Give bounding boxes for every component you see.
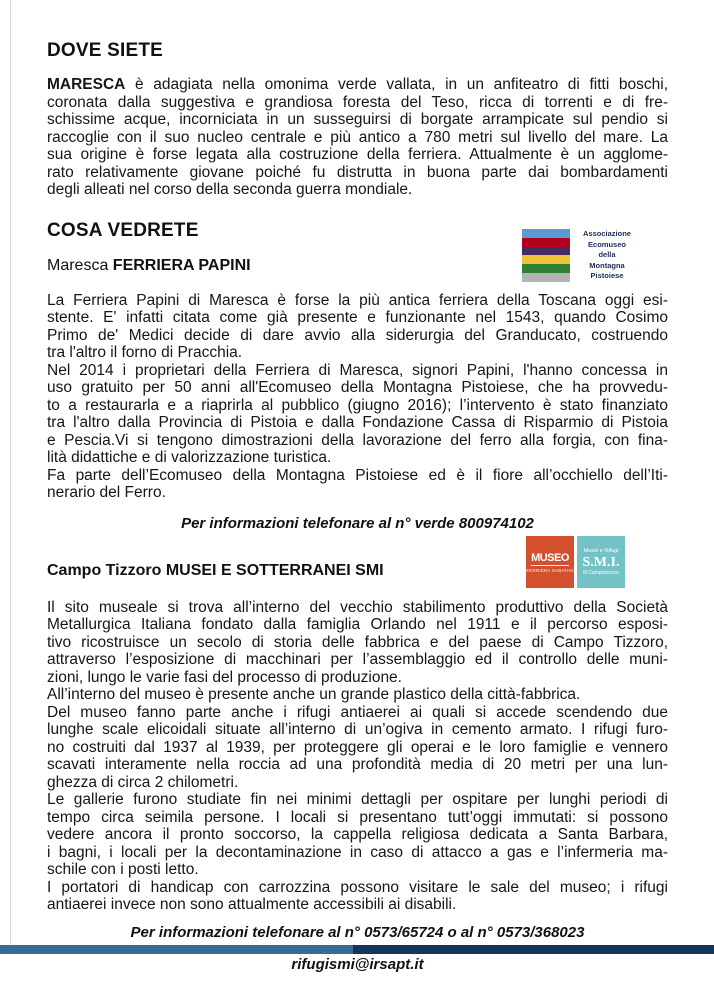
paragraph <box>47 879 668 914</box>
label-line: della <box>598 250 616 260</box>
text-line: schile con i posti letto. <box>47 861 199 878</box>
text-line: raccoglie con il suo nucleo centrale e più antico a 780 metri sul livello del mare. La <box>47 128 668 146</box>
ecomuseo-stripes-icon <box>522 229 570 282</box>
text-line: tivo ricostruisce un secolo di storia delle fabbrica e del paese di Campo Tizzoro, <box>47 633 668 651</box>
text-line: Del museo fanno parte anche i rifugi antiaerei ai quali si accede scendendo due <box>47 703 668 721</box>
text-line: La Ferriera Papini di Maresca è forse la più antica ferriera della Toscana oggi esi- <box>47 291 668 309</box>
text-line: Le gallerie furono studiate fin nei minimi dettagli per ospitare per lunghi periodi di <box>47 791 668 808</box>
text-line: antiaerei invece non sono attualmente accessibili ai disabili. <box>47 896 457 913</box>
text-line: zioni, lungo le varie fasi del processo di produzione. <box>47 668 402 686</box>
phone-info-ferriera: Per informazioni telefonare al n° verde 800974102 <box>181 514 534 532</box>
text-line: vedere ancora il pronto soccorso, la cappella religiosa dedicata a Santa Barbara, <box>47 826 668 843</box>
smi-text-block <box>47 599 668 914</box>
text-line: sua origine è forse legata alla costruzione della ferriera. Attualmente è un agglome- <box>47 146 668 163</box>
section-title-cosa-vedrete: COSA VEDRETE <box>47 219 199 241</box>
text-line: Nel 2014 i proprietari della Ferriera di Maresca, signori Papini, l'hanno concessa in <box>47 361 668 379</box>
smi-logos <box>526 536 625 588</box>
document-content <box>47 0 668 988</box>
text-line: tra l'altro il forno di Pracchia. <box>47 344 243 361</box>
subheading-campo-tizzoro-smi: Campo Tizzoro MUSEI E SOTTERRANEI SMI <box>47 561 384 579</box>
text-line: All’interno del museo è presente anche un grande plastico della città-fabbrica. <box>47 686 581 703</box>
logo-stripe <box>522 273 570 282</box>
text-line: rato relativamente giovane poiché fu distrutta in buona parte dai bombardamenti <box>47 163 668 181</box>
museo-logo-subtitle: FERRIERA SABATINI <box>526 567 574 573</box>
section-title-dove-siete: DOVE SIETE <box>47 40 164 61</box>
logo-stripe <box>522 247 570 256</box>
paragraph <box>47 362 668 467</box>
ecomuseo-logo-label <box>578 229 636 282</box>
logo-stripe <box>522 255 570 264</box>
text-line: stente. E' infatti citata come già presente e funzionante nel 1543, quando Cosimo <box>47 309 668 326</box>
footer-bar-right-segment <box>353 945 714 954</box>
text-line: Metallurgica Italiana fondato dalla famiglia Orlando nel 1911 e il percorso esposi- <box>47 616 668 633</box>
phone-info-smi: Per informazioni telefonare al n° 0573/65724 o al n° 0573/368023 <box>130 923 585 941</box>
paragraph <box>47 686 668 704</box>
text-line: e Pescia.Vi si tengono dimostrazioni della lavorazione del ferro alla forgia, con fina- <box>47 431 668 449</box>
paragraph <box>47 704 668 792</box>
logo-stripe <box>522 264 570 273</box>
text-line: MARESCA è adagiata nella omonima verde vallata, in un anfiteatro di fitti boschi, <box>47 76 668 93</box>
paragraph <box>47 292 668 362</box>
label-line: Associazione <box>583 229 631 238</box>
subheading-ferriera-papini: Maresca FERRIERA PAPINI <box>47 256 251 274</box>
footer-color-bar <box>0 945 714 954</box>
label-line: Ecomuseo <box>588 239 626 249</box>
ferriera-text-block <box>47 292 668 502</box>
text-line: to a restaurarla e a riaprirla al pubblico (giugno 2016); l’intervento è stato finanziato <box>47 396 668 414</box>
text-line: no costruiti dal 1937 al 1939, per proteggere gli operai e le loro famiglie e vennero <box>47 738 668 756</box>
text-line: lunghe scale elicoidali situate all’interno di un’ogiva in cemento armato. I rifugi furo- <box>47 721 668 738</box>
maresca-text-block <box>47 76 668 199</box>
label-line: Montagna <box>589 260 625 270</box>
text-line: degli alleati nel corso della seconda guerra mondiale. <box>47 181 413 198</box>
scan-edge-line <box>10 0 11 954</box>
smi-logo-top-text: Musei e Rifugi <box>583 547 619 554</box>
smi-logo-bottom-text: di Campotizzoro <box>582 569 620 576</box>
email-address: rifugismi@irsapt.it <box>291 955 424 973</box>
museo-logo-title: MUSEO <box>531 551 569 564</box>
logo-stripe <box>522 238 570 247</box>
text-line: Fa parte dell’Ecomuseo della Montagna Pistoiese ed è il fiore all’occhiello dell’Iti- <box>47 466 668 484</box>
text-line: scavati interamente nella roccia ad una profondità media di 20 metri per una lun- <box>47 756 668 773</box>
text-line: schissime acque, incorniciata in un susseguirsi di borgate arrampicate sul pendio si <box>47 111 668 128</box>
text-line: coronata dalla suggestiva e grandiosa foresta del Teso, ricca di torrenti e di fre- <box>47 93 668 111</box>
paragraph <box>47 76 668 199</box>
text-line: i bagni, i locali per la decontaminazione in caso di attacco a gas e l’infermeria ma- <box>47 843 668 861</box>
paragraph <box>47 599 668 687</box>
smi-rifugi-logo <box>577 536 625 588</box>
label-line: Pistoiese <box>590 271 624 281</box>
text-line: nerario del Ferro. <box>47 484 166 501</box>
museo-ferriera-sabatini-logo <box>526 536 574 588</box>
text-line: attraverso l’esposizione di macchinari per l’assemblaggio ed il controllo delle muni- <box>47 651 668 668</box>
paragraph <box>47 467 668 502</box>
footer-bar-left-segment <box>0 945 353 954</box>
text-line: tra l'altro dalla Provincia di Pistoia e dalla Fondazione Cassa di Risparmio di Pistoia <box>47 414 668 431</box>
text-line: tempo circa seimila persone. I locali si presentano tutt’oggi immutati: si possono <box>47 808 668 826</box>
smi-logo-acronym: S.M.I. <box>582 554 620 570</box>
paragraph <box>47 791 668 879</box>
text-line: ghezza di circa 2 chilometri. <box>47 773 239 791</box>
text-line: lità didattiche e di valorizzazione turistica. <box>47 449 332 466</box>
text-line: I portatori di handicap con carrozzina possono visitare le sale del museo; i rifugi <box>47 878 668 896</box>
text-line: Il sito museale si trova all’interno del vecchio stabilimento produttivo della Società <box>47 598 668 616</box>
text-line: uso gratuito per 50 anni all'Ecomuseo della Montagna Pistoiese, che ha provvedu- <box>47 379 668 396</box>
logo-stripe <box>522 229 570 238</box>
text-line: Primo de' Medici decide di dare avvio alla siderurgia del Granducato, costruendo <box>47 326 668 344</box>
ecomuseo-logo <box>522 229 636 282</box>
